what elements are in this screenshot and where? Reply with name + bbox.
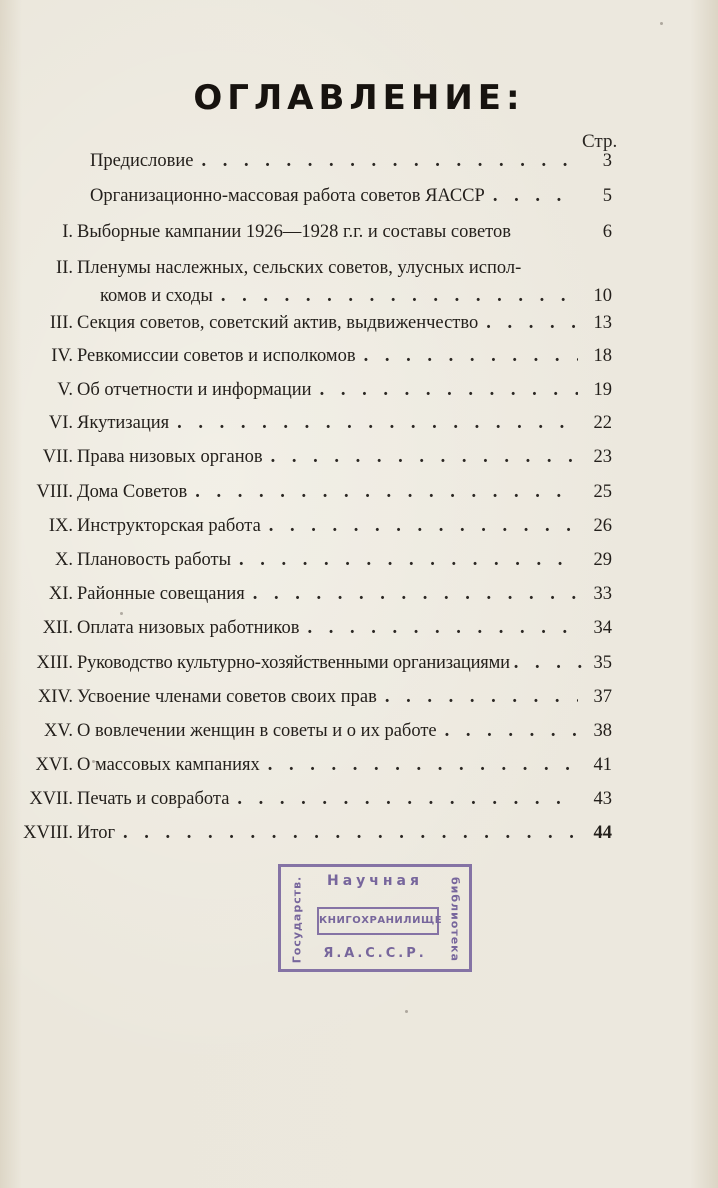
stamp-bottom-text: Я.А.С.С.Р. <box>323 946 427 961</box>
toc-entry-page: 23 <box>593 447 612 467</box>
toc-entry-title: Права низовых органов <box>77 447 263 467</box>
toc-dot-leader <box>364 343 578 369</box>
toc-dot-leader <box>307 615 578 641</box>
toc-entry-page: 29 <box>593 550 612 570</box>
toc-entry <box>20 377 612 407</box>
toc-entry-page: 10 <box>593 286 612 306</box>
toc-entry-page: 44 <box>593 823 612 843</box>
toc-entry <box>20 684 612 714</box>
stamp-inner-box: КНИГОХРАНИЛИЩЕ <box>317 907 439 935</box>
toc-entry-title: Предисловие <box>90 151 194 171</box>
toc-entry-title: Дома Советов <box>77 482 188 502</box>
stamp-right-text: библиотека <box>448 876 462 963</box>
toc-entry <box>20 752 612 782</box>
toc-entry <box>20 148 612 178</box>
toc-entry <box>20 410 612 440</box>
toc-dot-leader <box>320 377 578 403</box>
toc-entry <box>20 255 612 313</box>
toc-entry-number: III. <box>49 313 73 333</box>
toc-entry-title: Инструкторская работа <box>77 516 261 536</box>
toc-entry-number: VII. <box>42 447 73 467</box>
toc-entry-number: XIV. <box>37 687 73 707</box>
toc-dot-leader <box>221 283 578 309</box>
toc-entry-title: О массовых кампаниях <box>77 755 260 775</box>
paper-speck <box>92 760 95 763</box>
toc-entry-title: Выборные кампании 1926—1928 г.г. и составы советов <box>77 222 512 242</box>
toc-entry <box>20 310 612 340</box>
toc-entry <box>20 183 612 213</box>
toc-entry <box>20 615 612 645</box>
toc-entry-number: II. <box>56 258 73 278</box>
toc-entry-number: XIII. <box>36 653 73 673</box>
toc-entry-title: Плановость работы <box>77 550 232 570</box>
toc-dot-leader <box>239 547 578 573</box>
toc-entry-title: Усвоение членами советов своих прав <box>77 687 377 707</box>
toc-entry-page: 41 <box>593 755 612 775</box>
toc-dot-leader <box>123 820 578 846</box>
toc-dot-leader <box>201 148 578 174</box>
page-title: ОГЛАВЛЕНИЕ: <box>193 78 525 118</box>
paper-speck <box>405 1010 408 1013</box>
toc-entry <box>20 718 612 748</box>
toc-entry <box>20 786 612 816</box>
toc-entry-title: Печать и совработа <box>77 789 230 809</box>
toc-entry <box>20 479 612 509</box>
toc-entry-page: 35 <box>593 653 612 673</box>
toc-entry <box>20 820 612 850</box>
toc-entry-number: V. <box>57 380 73 400</box>
toc-entry-title-continued: комов и сходы <box>100 286 213 306</box>
toc-dot-leader <box>177 410 578 436</box>
toc-entry-title: Секция советов, советский актив, выдвиженчество <box>77 313 479 333</box>
toc-entry-page: 25 <box>593 482 612 502</box>
toc-dot-leader <box>253 581 578 607</box>
toc-entry-title: Пленумы наслежных, сельских советов, улусных испол- <box>77 258 522 278</box>
toc-dot-leader <box>493 183 578 209</box>
toc-entry-page: 37 <box>593 687 612 707</box>
toc-entry-number: X. <box>55 550 73 570</box>
toc-entry <box>20 343 612 373</box>
stamp-top-text: Научная <box>326 873 423 889</box>
toc-entry-number: I. <box>62 222 73 242</box>
toc-entry-page: 13 <box>593 313 612 333</box>
toc-entry-title: Оплата низовых работников <box>77 618 300 638</box>
library-stamp <box>278 864 472 972</box>
toc-entry-number: XI. <box>48 584 73 604</box>
toc-entry-title: Районные совещания <box>77 584 245 604</box>
toc-entry <box>20 581 612 611</box>
toc-dot-leader <box>385 684 578 710</box>
toc-entry-page: 33 <box>593 584 612 604</box>
toc-entry-number: IX. <box>48 516 73 536</box>
toc-dot-leader <box>514 650 582 676</box>
toc-entry-number: IV. <box>51 346 73 366</box>
toc-dot-leader <box>445 718 578 744</box>
toc-entry-page: 34 <box>593 618 612 638</box>
toc-entry <box>20 444 612 474</box>
toc-dot-leader <box>237 786 578 812</box>
toc-entry-title: Итог <box>77 823 116 843</box>
toc-dot-leader <box>269 513 578 539</box>
toc-entry <box>20 513 612 543</box>
toc-entry-number: VI. <box>48 413 73 433</box>
toc-entry-title: О вовлечении женщин в советы и о их работе <box>77 721 437 741</box>
toc-entry-number: XII. <box>42 618 73 638</box>
toc-dot-leader <box>486 310 578 336</box>
toc-entry-page: 19 <box>593 380 612 400</box>
page-column-label: Стр. <box>582 131 618 152</box>
paper-speck <box>660 22 663 25</box>
toc-dot-leader <box>268 752 578 778</box>
toc-entry-page: 3 <box>602 151 612 171</box>
toc-entry-page: 38 <box>593 721 612 741</box>
toc-entry-title: Руководство культурно-хозяйственными организациями <box>77 653 510 673</box>
toc-entry <box>20 219 612 249</box>
paper-speck <box>120 612 123 615</box>
toc-entry-page: 5 <box>602 186 612 206</box>
toc-entry-title: Организационно-массовая работа советов ЯАССР <box>90 186 485 206</box>
toc-entry-page: 6 <box>602 222 612 242</box>
toc-entry-number: XV. <box>44 721 73 741</box>
toc-entry-number: XVI. <box>35 755 73 775</box>
toc-dot-leader <box>271 444 578 470</box>
toc-entry <box>20 650 612 680</box>
toc-entry <box>20 547 612 577</box>
toc-dot-leader <box>195 479 578 505</box>
toc-entry-title: Якутизация <box>77 413 170 433</box>
toc-entry-number: XVII. <box>29 789 73 809</box>
toc-entry-number: VIII. <box>36 482 73 502</box>
toc-entry-page: 43 <box>593 789 612 809</box>
stamp-left-text: Государств. <box>290 875 304 964</box>
toc-entry-title: Об отчетности и информации <box>77 380 312 400</box>
toc-entry-page: 18 <box>593 346 612 366</box>
toc-entry-page: 22 <box>593 413 612 433</box>
toc-entry-page: 26 <box>593 516 612 536</box>
toc-entry-title: Ревкомиссии советов и исполкомов <box>77 346 356 366</box>
toc-entry-number: XVIII. <box>23 823 73 843</box>
